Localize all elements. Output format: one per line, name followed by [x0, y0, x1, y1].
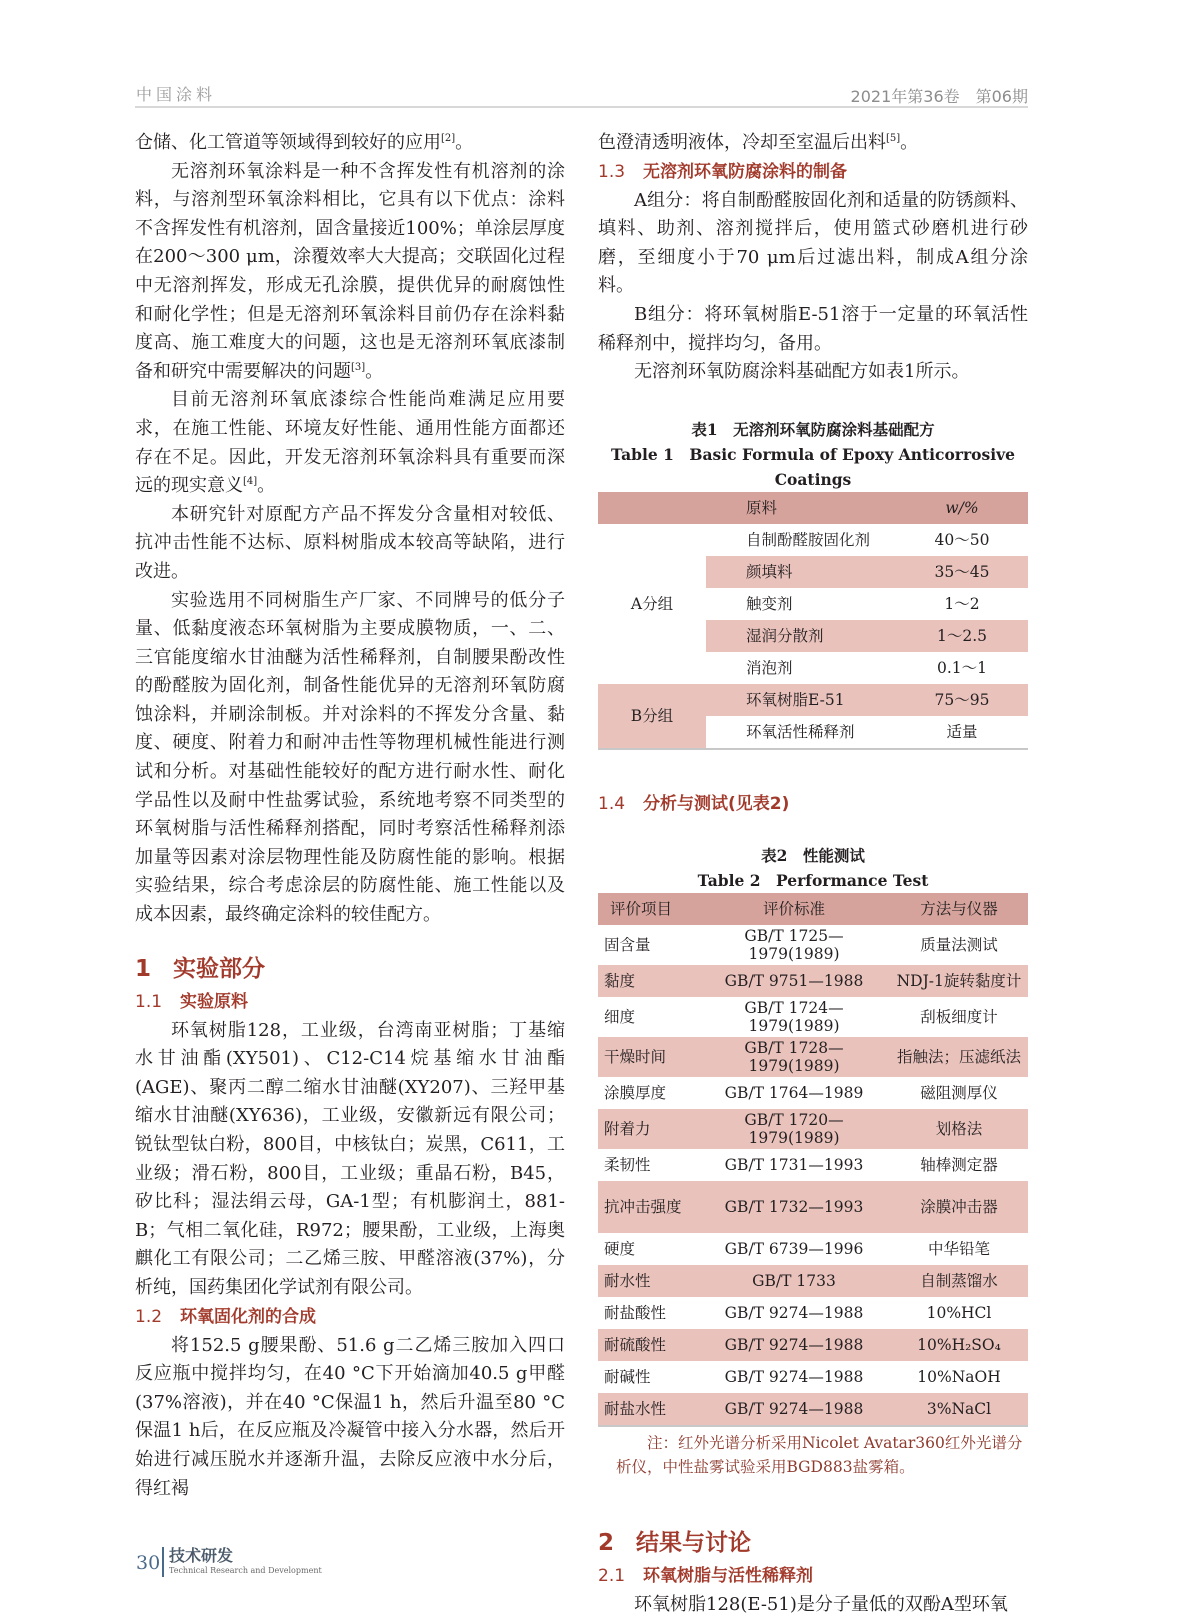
table-row: [598, 1393, 1028, 1426]
table-row: 颜填料 35～45: [598, 556, 1028, 588]
page-number: 30: [136, 1552, 161, 1575]
paragraph: 色澄清透明液体，冷却至室温后出料[5]。: [598, 132, 919, 153]
left-column: [135, 129, 565, 1583]
table-cell: GB/T 9274—1988: [698, 1393, 890, 1426]
table2: [598, 843, 1028, 1479]
table2-caption-en: Table 2 Performance Test: [697, 870, 929, 890]
table-cell: 自制蒸馏水: [890, 1265, 1028, 1297]
table-cell: GB/T 9751—1988: [698, 965, 890, 997]
table-cell: 10%H₂SO₄: [890, 1329, 1028, 1361]
table-cell: 磁阻测厚仪: [920, 1083, 998, 1102]
table-row: [598, 925, 1028, 965]
table-cell: 指触法；压滤纸法: [890, 1037, 1028, 1077]
table-header: 方法与仪器: [890, 893, 1028, 925]
paragraph: 本研究针对原配方产品不挥发分含量相对较低、抗冲击性能不达标、原料树脂成本较高等缺陷，进行改进。: [135, 503, 565, 582]
header-rule: [135, 106, 1028, 108]
table-cell: 中华铅笔: [927, 1239, 990, 1258]
table1-grid: [598, 492, 1028, 750]
paragraph: 实验选用不同树脂生产厂家、不同牌号的低分子量、低黏度液态环氧树脂为主要成膜物质，一、二、三官能度缩水甘油醚为活性稀释剂，自制腰果酚改性的酚醛胺为固化剂，制备性能优异的无溶剂环氧防腐蚀涂料，并刷涂制板。并对涂料的不挥发分含量、黏度、硬度、附着力和耐冲击性等物理机械性能进行测试和分析。对基础性能较好的配方进行耐水性、耐化学品性以及耐中性盐雾试验，系统地考察不同类型的环氧树脂与活性稀释剂搭配，同时考察活性稀释剂添加量等因素对涂层物理性能及防腐性能的影响。根据实验结果，综合考虑涂层的防腐性能、施工性能以及成本因素，最终确定涂料的较佳配方。: [135, 589, 565, 926]
table-cell: 黏度: [598, 965, 698, 997]
table-cell: 划格法: [890, 1109, 1028, 1149]
section-heading: 2 结果与讨论: [598, 1529, 751, 1556]
table-cell: 10%HCl: [926, 1303, 992, 1322]
table-header: w/%: [896, 492, 1028, 524]
footer-section: 技术研发: [169, 1546, 234, 1566]
table-row: [598, 1037, 1028, 1077]
table-cell: 涂膜厚度: [604, 1083, 667, 1102]
table-row: [598, 997, 1028, 1037]
table-row: 消泡剂 0.1～1: [746, 658, 987, 677]
table-row: [598, 1181, 1028, 1233]
table-cell: GB/T 9274—1988: [724, 1303, 864, 1322]
table-cell: 抗冲击强度: [598, 1181, 698, 1233]
table-cell: GB/T 1724—1979(1989): [744, 998, 844, 1035]
section-2: [598, 1524, 1028, 1619]
table-cell: GB/T 9274—1988: [698, 1329, 890, 1361]
subsection-heading: 1.3 无溶剂环氧防腐涂料的制备: [598, 161, 847, 182]
table-header: 评价标准: [698, 893, 890, 925]
table-row: A分组 自制酚醛胺固化剂 40～50: [598, 524, 1028, 556]
table1-caption-cn: 表1 无溶剂环氧防腐涂料基础配方: [691, 419, 935, 439]
table-row: [598, 1149, 1028, 1181]
table-row: [598, 1297, 1028, 1329]
table-row: [598, 1109, 1028, 1149]
paragraph: 仓储、化工管道等领域得到较好的应用[2]。: [135, 132, 474, 153]
right-column: [598, 129, 1028, 1619]
table-row: 湿润分散剂 1～2.5: [598, 620, 1028, 652]
table-cell: 固含量: [604, 935, 651, 954]
table-cell: 耐硫酸性: [598, 1329, 698, 1361]
subsection-heading: 1.4 分析与测试(见表2): [598, 793, 790, 814]
paragraph: 无溶剂环氧防腐涂料基础配方如表1所示。: [634, 361, 970, 383]
table-cell: 柔韧性: [604, 1155, 651, 1174]
subsection-heading: 1.2 环氧固化剂的合成: [135, 1306, 316, 1327]
table-cell: GB/T 1733: [698, 1265, 890, 1297]
table-cell: 10%NaOH: [917, 1367, 1001, 1386]
table-cell: 耐水性: [598, 1265, 698, 1297]
group-label: B分组: [598, 684, 706, 749]
table-cell: 干燥时间: [598, 1037, 698, 1077]
table-cell: 附着力: [598, 1109, 698, 1149]
subsection-heading: 1.1 实验原料: [135, 991, 248, 1012]
footer-section-en: Technical Research and Development: [169, 1566, 322, 1576]
paragraph: 将152.5 g腰果酚、51.6 g二乙烯三胺加入四口反应瓶中搅拌均匀，在40 °C下开始滴加40.5 g甲醛(37%溶液)，并在40 °C保温1 h，然后升温至80 °C保温1 h后，在反应瓶及冷凝管中接入分水器，然后开始进行减压脱水并逐渐升温，去除反应液中水分后，得红褐: [135, 1334, 565, 1499]
page-footer: [135, 1543, 565, 1583]
table-row: [598, 1329, 1028, 1361]
paragraph: A组分：将自制酚醛胺固化剂和适量的防锈颜料、填料、助剂、溶剂搅拌后，使用篮式砂磨机进行砂磨，至细度小于70 μm后过滤出料，制成A组分涂料。: [598, 189, 1028, 297]
table-cell: GB/T 1731—1993: [724, 1155, 864, 1174]
subsection-heading: 2.1 环氧树脂与活性稀释剂: [598, 1565, 813, 1586]
group-label: A分组: [630, 594, 674, 613]
journal-name: 中国涂料: [136, 85, 217, 104]
table-cell: GB/T 6739—1996: [724, 1239, 864, 1258]
table-row: 环氧活性稀释剂 适量: [598, 716, 1028, 749]
table-header: 评价项目: [598, 893, 698, 925]
table-row: [598, 965, 1028, 997]
table-row: [598, 1077, 1028, 1109]
table-row: [598, 1233, 1028, 1265]
table1-caption-en: Table 1 Basic Formula of Epoxy Anticorrosive Coatings: [611, 444, 1015, 489]
table2-caption-cn: 表2 性能测试: [761, 845, 865, 865]
paragraph: B组分：将环氧树脂E-51溶于一定量的环氧活性稀释剂中，搅拌均匀，备用。: [598, 303, 1028, 354]
table-cell: GB/T 1732—1993: [698, 1181, 890, 1233]
table-cell: 硬度: [604, 1239, 636, 1258]
table-cell: 质量法测试: [920, 935, 998, 954]
table-cell: 细度: [604, 1007, 636, 1026]
section-heading: 1 实验部分: [135, 955, 265, 982]
table-cell: NDJ-1旋转黏度计: [890, 965, 1028, 997]
table-row: 触变剂 1～2: [746, 594, 980, 613]
table-cell: 耐盐水性: [598, 1393, 698, 1426]
table2-note: 注：红外光谱分析采用Nicolet Avatar360红外光谱分析仪，中性盐雾试验采用BGD883盐雾箱。: [616, 1433, 1023, 1476]
table2-grid: [598, 893, 1028, 1427]
paragraph: 环氧树脂128，工业级，台湾南亚树脂；丁基缩水甘油酯(XY501)、C12-C14烷基缩水甘油酯(AGE)、聚丙二醇二缩水甘油醚(XY207)、三羟甲基缩水甘油醚(XY636)，工业级，安徽新远有限公司；锐钛型钛白粉，800目，中核钛白；炭黑，C611，工业级；滑石粉，800目，工业级；重晶石粉，B45，矽比科；湿法绢云母，GA-1型；有机膨润土，881-B；气相二氧化硅，R972；腰果酚，工业级，上海奥麒化工有限公司；二乙烯三胺、甲醛溶液(37%)，分析纯，国药集团化学试剂有限公司。: [135, 1019, 565, 1298]
table-row: [598, 1265, 1028, 1297]
table-cell: 3%NaCl: [890, 1393, 1028, 1426]
table-cell: GB/T 1720—1979(1989): [698, 1109, 890, 1149]
table-row: [598, 1361, 1028, 1393]
table-cell: GB/T 1728—1979(1989): [698, 1037, 890, 1077]
table-cell: 刮板细度计: [920, 1007, 998, 1026]
table-cell: 涂膜冲击器: [890, 1181, 1028, 1233]
paragraph: 环氧树脂128(E-51)是分子量低的双酚A型环氧: [634, 1593, 1008, 1615]
table-cell: 耐碱性: [604, 1367, 651, 1386]
table-cell: GB/T 9274—1988: [724, 1367, 864, 1386]
table-cell: GB/T 1764—1989: [724, 1083, 864, 1102]
table-cell: 耐盐酸性: [604, 1303, 667, 1322]
table-cell: 轴棒测定器: [920, 1155, 998, 1174]
footer-divider: [162, 1547, 164, 1577]
table-row: B分组 环氧树脂E-51 75～95: [598, 684, 1028, 716]
issue-info: 2021年第36卷 第06期: [850, 87, 1028, 106]
table1: [598, 417, 1028, 750]
table-header: 原料: [706, 492, 896, 524]
paragraph: 目前无溶剂环氧底漆综合性能尚难满足应用要求，在施工性能、环境友好性能、通用性能方面都还存在不足。因此，开发无溶剂环氧涂料具有重要而深远的现实意义[4]。: [135, 389, 565, 497]
table-cell: GB/T 1725—1979(1989): [744, 926, 844, 963]
paragraph: 无溶剂环氧涂料是一种不含挥发性有机溶剂的涂料，与溶剂型环氧涂料相比，它具有以下优点：涂料不含挥发性有机溶剂，固含量接近100%；单涂层厚度在200～300 μm，涂覆效率大大提高；交联固化过程中无溶剂挥发，形成无孔涂膜，提供优异的耐腐蚀性和耐化学性；但是无溶剂环氧涂料目前仍存在涂料黏度高、施工难度大的问题，这也是无溶剂环氧底漆制备和研究中需要解决的问题[3]。: [135, 160, 565, 382]
